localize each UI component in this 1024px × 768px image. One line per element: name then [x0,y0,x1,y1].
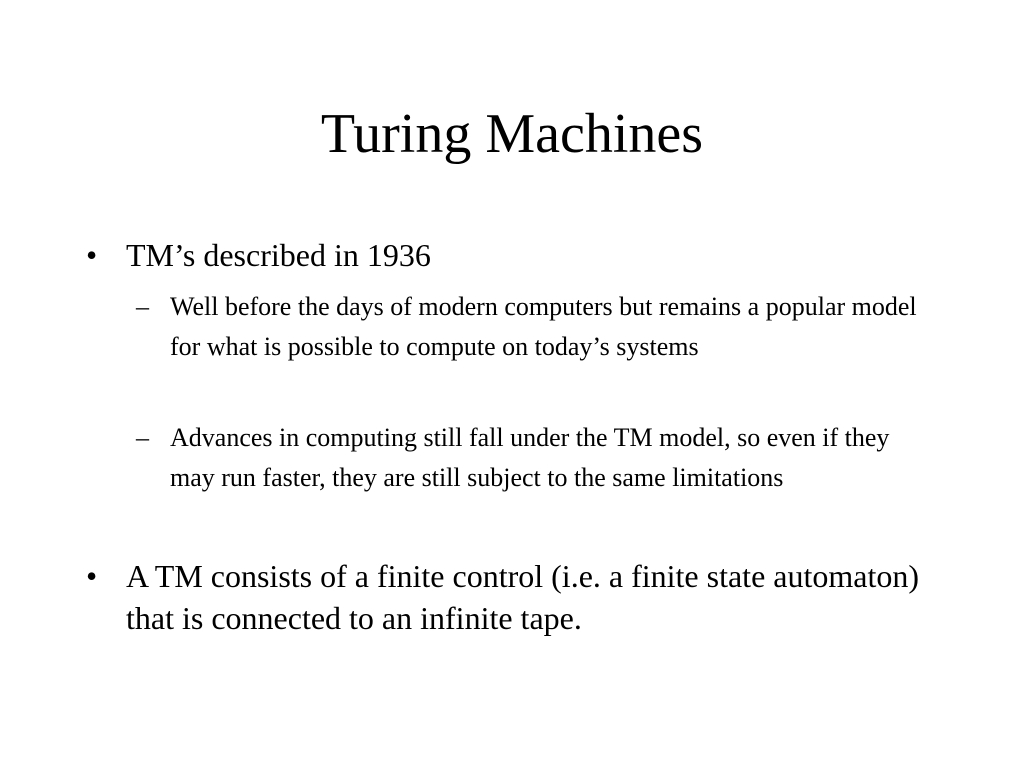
slide-title: Turing Machines [320,103,704,165]
sub-bullet-text: Advances in computing still fall under the TM model, so even if they may run faster, they are still subject to the same limitations [170,423,890,492]
bullet-text: A TM consists of a finite control (i.e. a finite state automaton) that is connected to an infinite tape. [126,558,919,636]
bullet-marker: • [86,237,98,273]
sub-bullet-marker: – [136,423,149,452]
sub-bullet-marker: – [136,292,149,321]
bullet-text: TM’s described in 1936 [126,237,431,273]
bullet-marker: • [86,558,98,594]
sub-bullet-text: Well before the days of modern computers but remains a popular model for what is possible to compute on today’s systems [170,292,917,361]
